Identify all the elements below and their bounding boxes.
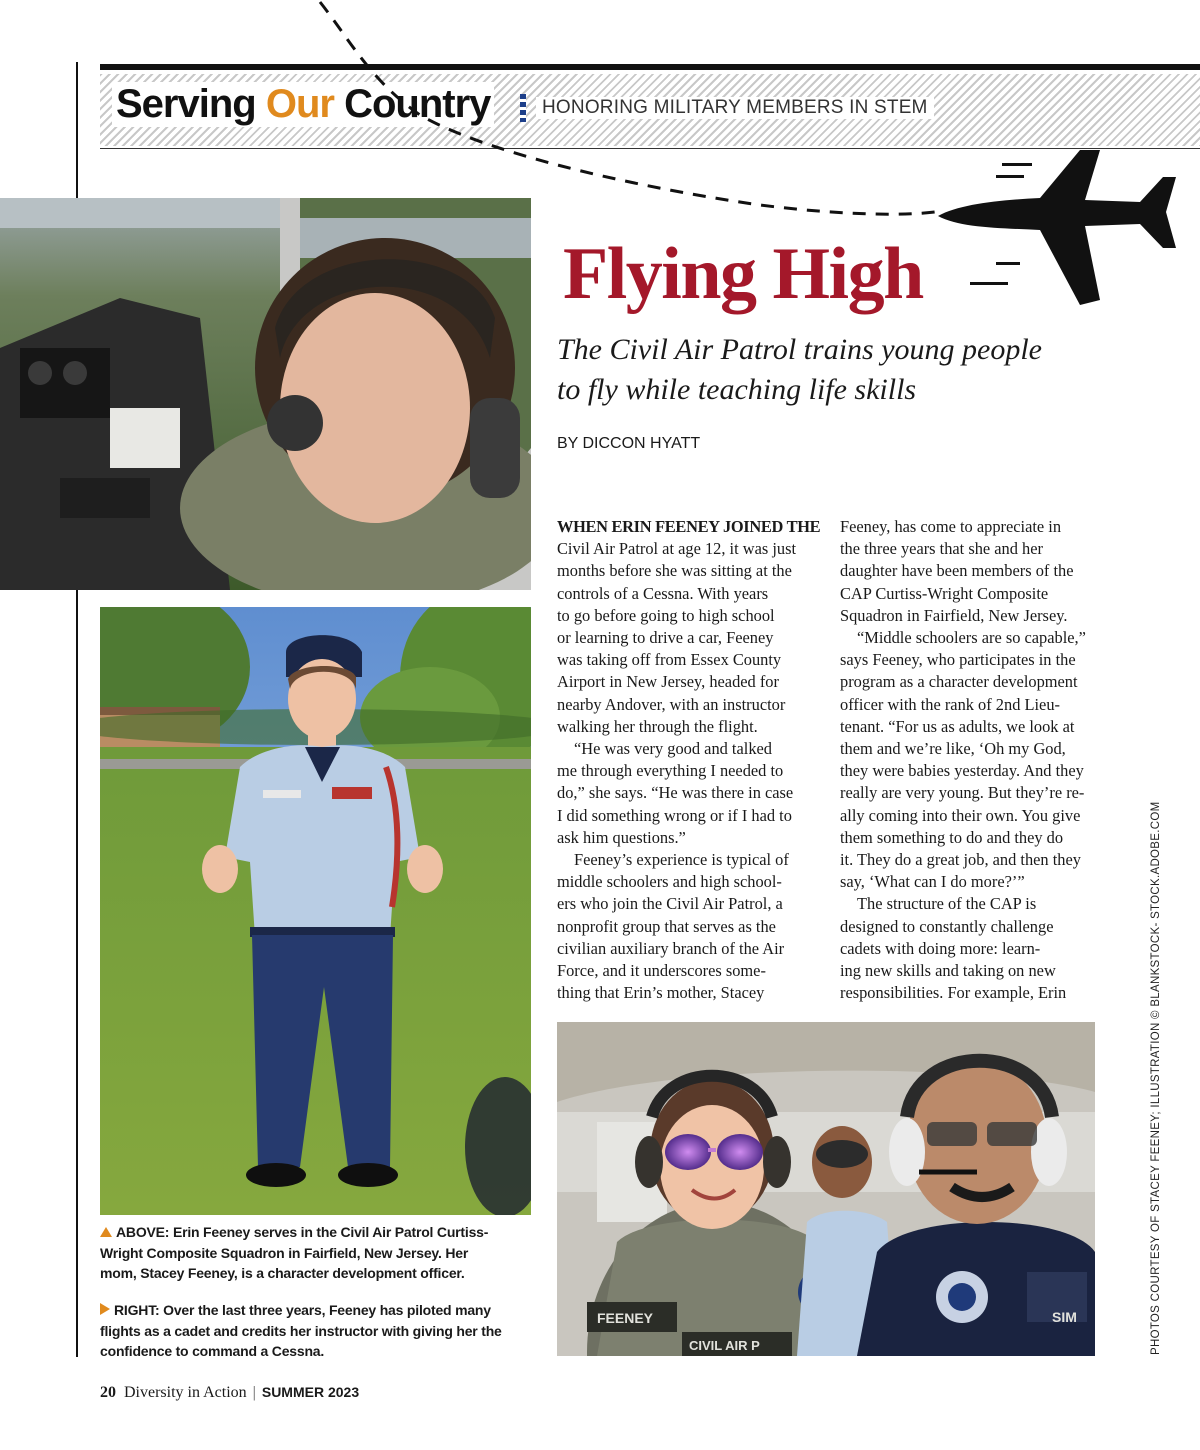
article-line: Feeney’s experience is typical of <box>574 850 789 870</box>
caption-line: confidence to command a Cessna. <box>100 1343 325 1359</box>
page-number: 20 <box>100 1384 116 1401</box>
article-line: Force, and it underscores some- <box>557 961 766 981</box>
caption-line: ABOVE: Erin Feeney serves in the Civil Air Patrol Curtiss- <box>116 1224 489 1240</box>
page-footer <box>100 1384 359 1402</box>
header-top-bar <box>100 64 1200 70</box>
article-line: thing that Erin’s mother, Stacey <box>557 983 765 1003</box>
section-title-part1: Serving <box>116 82 266 126</box>
article-line: designed to constantly challenge <box>840 916 1054 936</box>
article-headline: Flying High <box>563 233 923 315</box>
footer-separator: | <box>252 1384 256 1401</box>
article-line: says Feeney, who participates in the <box>840 650 1076 670</box>
caption-row <box>100 1341 530 1362</box>
photo-cadet-uniform <box>100 607 531 1215</box>
article-line: nonprofit group that serves as the <box>557 916 776 936</box>
caption-row <box>100 1300 530 1321</box>
publication-name: Diversity in Action <box>124 1384 247 1401</box>
airplane-icon <box>938 150 1176 305</box>
header-dots-divider <box>520 94 526 122</box>
caption-line: RIGHT: Over the last three years, Feeney has piloted many <box>114 1302 491 1318</box>
uniform-photo-illustration <box>100 607 531 1215</box>
article-byline: BY DICCON HYATT <box>557 435 701 452</box>
caption-row <box>100 1321 530 1342</box>
crew-photo-illustration <box>557 1022 1095 1356</box>
article-line: was taking off from Essex County <box>557 650 782 670</box>
caption-row <box>100 1263 530 1284</box>
article-line: ing new skills and taking on new <box>840 961 1056 981</box>
article-line: ers who join the Civil Air Patrol, a <box>557 894 783 914</box>
triangle-up-icon <box>100 1227 112 1237</box>
article-line: Squadron in Fairfield, New Jersey. <box>840 605 1068 625</box>
article-column-2 <box>840 516 1100 1004</box>
article-line: or learning to drive a car, Feeney <box>557 628 774 648</box>
article-line: months before she was sitting at the <box>557 561 792 581</box>
article-line: cadets with doing more: learn- <box>840 938 1041 958</box>
caption-line: Wright Composite Squadron in Fairfield, New Jersey. Her <box>100 1244 469 1261</box>
article-line: “Middle schoolers are so capable,” <box>857 628 1086 648</box>
article-line: do,” she says. “He was there in case <box>557 783 794 803</box>
caption-row <box>100 1222 530 1243</box>
article-line: program as a character development <box>840 672 1078 692</box>
section-title-accent: Our <box>265 82 334 126</box>
article-line: Feeney, has come to appreciate in <box>840 517 1062 536</box>
header-bottom-rule <box>100 148 1200 149</box>
article-line: “He was very good and talked <box>574 739 772 759</box>
article-line: it. They do a great job, and then they <box>840 850 1081 870</box>
photo-credit: PHOTOS COURTESY OF STACEY FEENEY; ILLUSTRATION © BLANKSTOCK- STOCK.ADOBE.COM <box>1150 801 1162 1355</box>
photo-crew-in-cockpit <box>557 1022 1095 1356</box>
caption-row <box>100 1243 530 1264</box>
issue-label: SUMMER 2023 <box>261 1384 360 1400</box>
article-line: them and we’re like, ‘Oh my God, <box>840 739 1066 759</box>
caption-line: flights as a cadet and credits her instructor with giving her the <box>100 1322 502 1339</box>
article-line: I did something wrong or if I had to <box>557 805 792 825</box>
article-line: the three years that she and her <box>840 539 1043 559</box>
article-line: me through everything I needed to <box>557 761 784 781</box>
caption-line: mom, Stacey Feeney, is a character development officer. <box>100 1265 465 1281</box>
photo-cockpit-cadet <box>0 198 531 590</box>
article-line: daughter have been members of the <box>840 561 1074 581</box>
triangle-right-icon <box>100 1303 110 1315</box>
article-line: officer with the rank of 2nd Lieu- <box>840 694 1060 714</box>
caption-above <box>100 1222 530 1284</box>
article-line: walking her through the flight. <box>557 716 758 736</box>
cockpit-photo-illustration <box>0 198 531 590</box>
article-dek: The Civil Air Patrol trains young people to fly while teaching life skills <box>557 333 1042 406</box>
article-line: CAP Curtiss-Wright Composite <box>840 583 1049 603</box>
article-line: ask him questions.” <box>557 827 686 847</box>
chest-tape-text: CIVIL AIR P <box>689 1338 760 1353</box>
section-title-part2: Country <box>333 82 491 126</box>
article-line: nearby Andover, with an instructor <box>557 694 786 714</box>
article-line: they were babies yesterday. And they <box>840 761 1084 781</box>
article-line: ally coming into their own. You give <box>840 805 1081 825</box>
article-line: to go before going to high school <box>557 605 775 625</box>
name-tape-text: FEENEY <box>597 1310 654 1326</box>
article-line: civilian auxiliary branch of the Air <box>557 938 785 958</box>
article-line: Civil Air Patrol at age 12, it was just <box>557 539 797 559</box>
article-line: them something to do and they do <box>840 827 1064 847</box>
section-subtitle: HONORING MILITARY MEMBERS IN STEM <box>536 97 934 119</box>
article-line: responsibilities. For example, Erin <box>840 983 1067 1003</box>
article-column-1 <box>557 516 821 1004</box>
article-line: Airport in New Jersey, headed for <box>557 672 779 692</box>
shirt-patch-text: SIM <box>1052 1309 1077 1325</box>
caption-right <box>100 1300 530 1362</box>
article-line: The structure of the CAP is <box>857 894 1037 914</box>
article-lead-in: WHEN ERIN FEENEY JOINED THE <box>557 517 821 536</box>
section-header <box>100 64 1200 150</box>
article-line: middle schoolers and high school- <box>557 872 782 892</box>
article-line: controls of a Cessna. With years <box>557 583 769 603</box>
article-line: say, ‘What can I do more?’” <box>840 872 1025 892</box>
section-title <box>112 82 494 127</box>
article-line: tenant. “For us as adults, we look at <box>840 716 1075 736</box>
article-line: really are very young. But they’re re- <box>840 783 1085 803</box>
